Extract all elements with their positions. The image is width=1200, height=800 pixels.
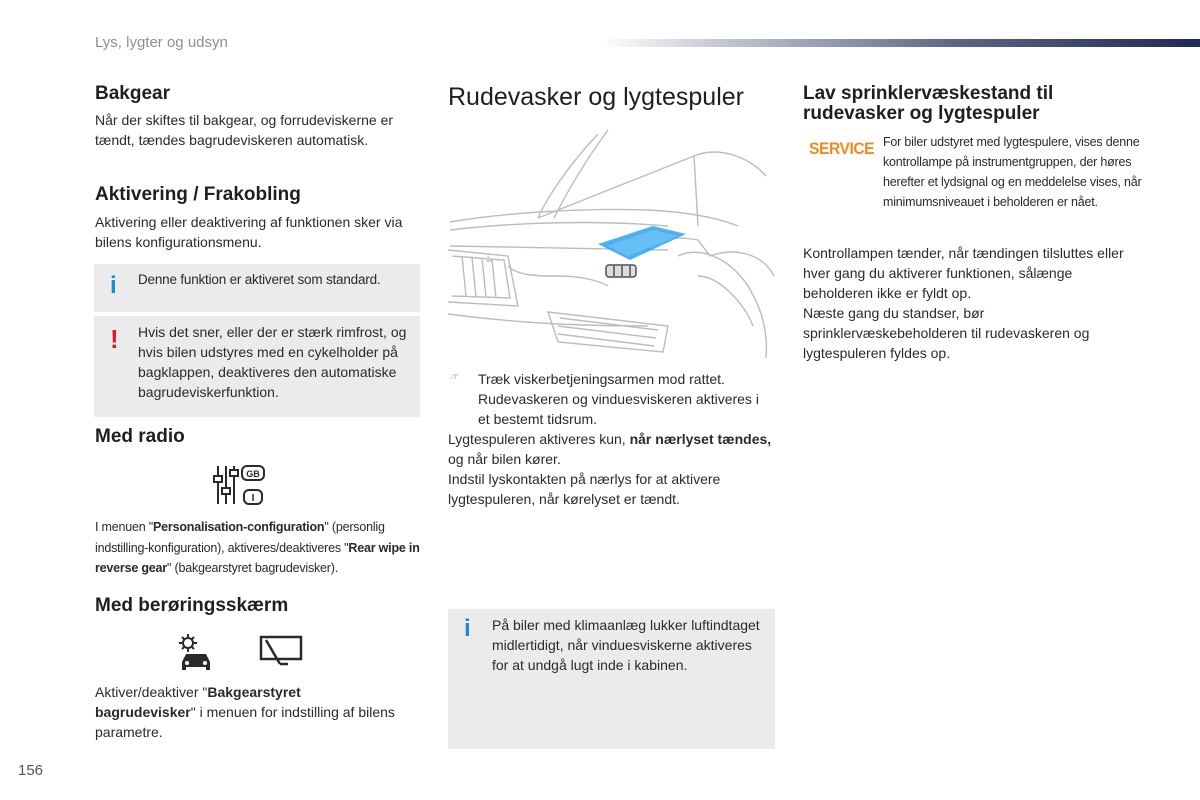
section-header: Lys, lygter og udsyn	[95, 34, 228, 51]
text-lyskontakt: Indstil lyskontakten på nærlys for at aktivere lygtespuleren, når kørelyset er tændt.	[448, 471, 721, 507]
warning-box-snow	[94, 316, 420, 417]
bullet-marker-icon: ☞	[450, 372, 459, 383]
info-box-klimaanlaeg	[448, 609, 775, 749]
info-standard-text: Denne funktion er aktiveret som standard.	[138, 272, 381, 287]
warning-snow-text: Hvis det sner, eller der er stærk rimfrost, og hvis bilen udstyres med en cykelholder på bagklappen, deaktiveres den automatiske bagrudeviskerfunktion.	[138, 324, 407, 400]
header-decorative-bar	[600, 39, 1200, 47]
text-aktivering: Aktivering eller deaktivering af funktionen sker via bilens konfigurationsmenu.	[95, 214, 403, 250]
heading-med-beroeringsskaerm: Med berøringsskærm	[95, 595, 289, 616]
warning-icon: !	[110, 324, 119, 354]
text-med-beroeringsskaerm: Aktiver/deaktiver "Bakgearstyret bagrudevisker" i menuen for indstilling af bilens parametre.	[95, 684, 395, 740]
service-warning-light: SERVICE	[809, 139, 875, 158]
text-med-radio: I menuen "Personalisation-configuration" (personlig indstilling-konfiguration), aktiveres/deaktiveres "Rear wipe in reverse gear" (bakgearstyret bagrudevisker).	[95, 520, 420, 575]
text-naeste-gang: Næste gang du standser, bør sprinklervæskebeholderen til rudevaskeren og lygtespuleren fyldes op.	[803, 305, 1090, 361]
heading-bakgear: Bakgear	[95, 83, 170, 104]
car-settings-icon	[176, 632, 218, 674]
heading-aktivering: Aktivering / Frakobling	[95, 184, 301, 205]
info-icon: i	[110, 272, 117, 299]
heading-med-radio: Med radio	[95, 426, 185, 447]
info-icon: i	[464, 615, 471, 642]
bullet-text: Træk viskerbetjeningsarmen mod rattet.	[478, 371, 725, 387]
bullet-subtext: Rudevaskeren og vinduesviskeren aktiveres i et bestemt tidsrum.	[478, 391, 759, 427]
rear-wiper-icon	[258, 634, 304, 668]
car-front-illustration	[448, 126, 774, 358]
settings-sliders-icon	[212, 462, 268, 508]
text-lygtespuler-aktiveres: Lygtespuleren aktiveres kun, når nærlyset tændes, og når bilen kører.	[448, 431, 772, 467]
info-box-standard	[94, 264, 420, 312]
text-bakgear: Når der skiftes til bakgear, og forrudeviskerne er tændt, tændes bagrudeviskeren automatisk.	[95, 112, 394, 148]
heading-lav-sprinklervaeske: Lav sprinklervæskestand til rudevasker og lygtespuler	[803, 83, 1054, 124]
service-description: For biler udstyret med lygtespulere, vises denne kontrollampe på instrumentgruppen, der høres herefter et lydsignal og en meddelelse vises, når minimumsniveauet i beholderen er nået.	[883, 135, 1142, 209]
info-klimaanlaeg-text: På biler med klimaanlæg lukker luftindtaget midlertidigt, når vinduesviskerne aktiveres for at undgå lugt inde i kabinen.	[492, 617, 760, 673]
heading-rudevasker: Rudevasker og lygtespuler	[448, 83, 744, 111]
radio-icon-label-gb: GB	[246, 469, 260, 479]
page-number: 156	[18, 762, 44, 779]
radio-icon-label-i: I	[251, 493, 255, 504]
text-kontrollampe: Kontrollampen tænder, når tændingen tilsluttes eller hver gang du aktiverer funktionen, sålænge beholderen ikke er fyldt op.	[803, 245, 1124, 301]
